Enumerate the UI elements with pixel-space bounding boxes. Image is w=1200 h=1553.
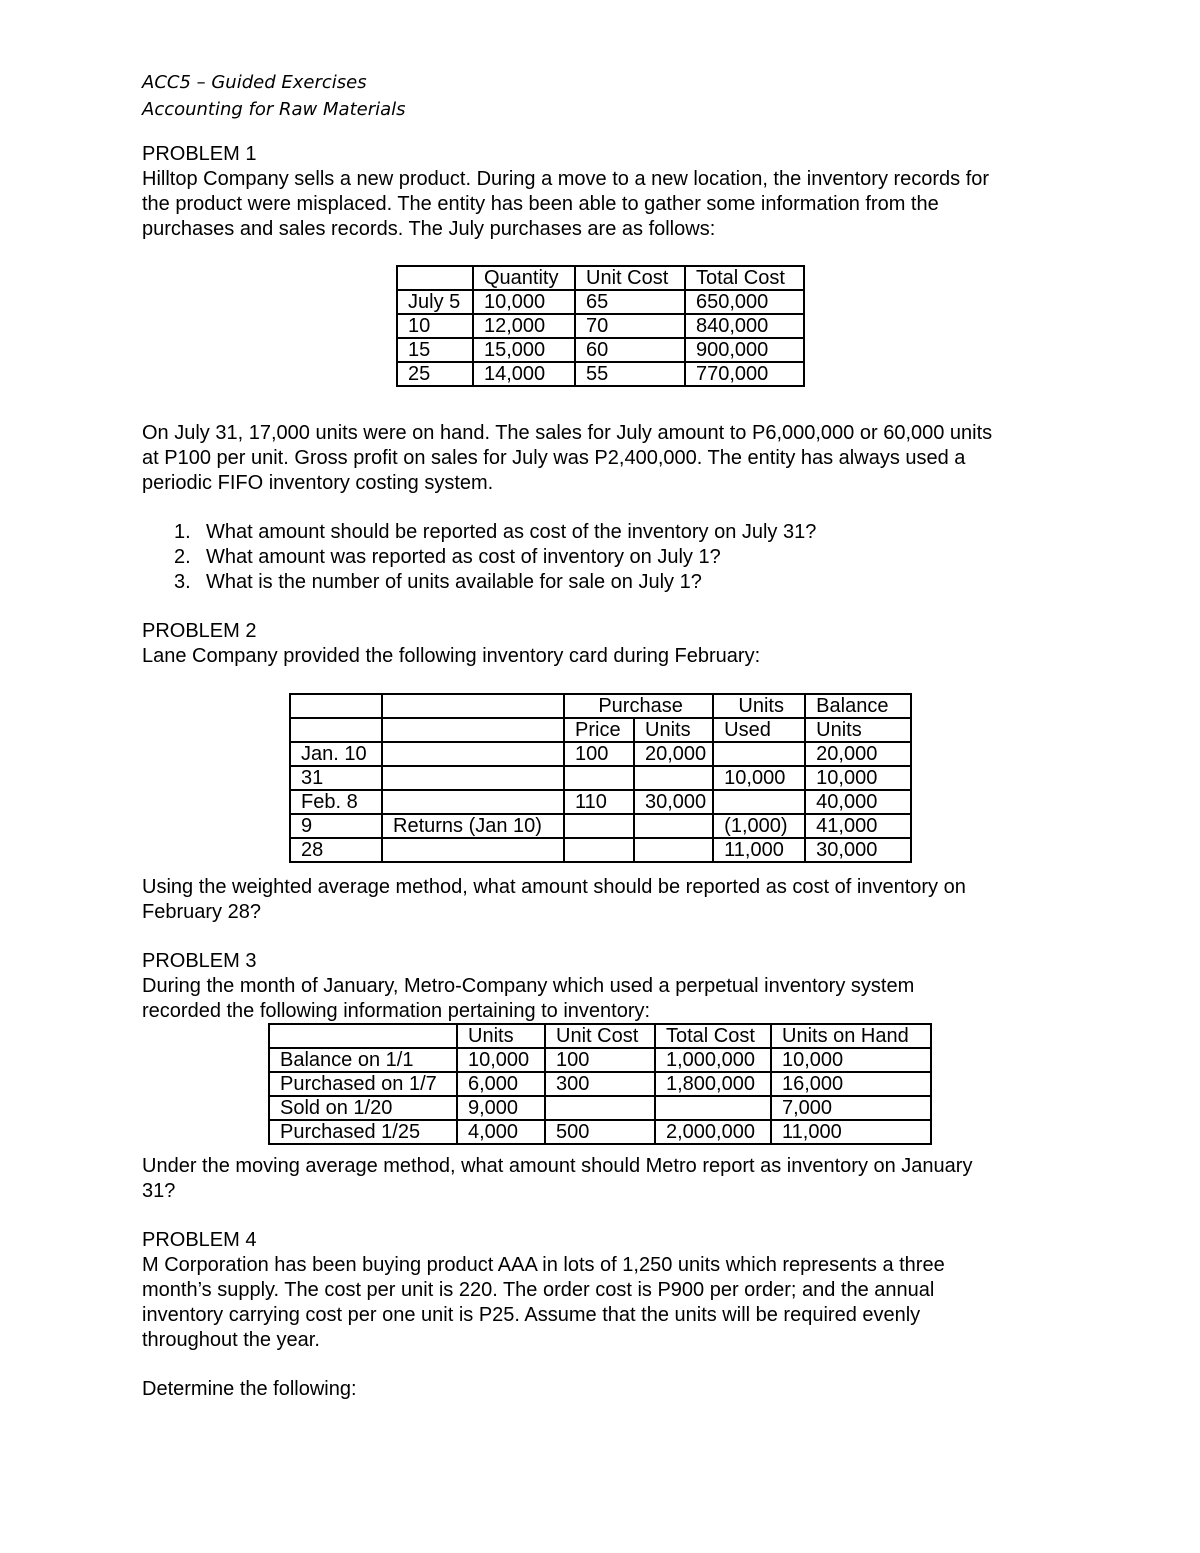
list-number: 2. <box>174 546 191 568</box>
table-cell <box>382 742 564 766</box>
table-row <box>290 838 911 862</box>
table-row <box>269 1120 931 1144</box>
table-cell: 7,000 <box>771 1096 931 1120</box>
table-cell: 41,000 <box>805 814 911 838</box>
table-row <box>290 742 911 766</box>
table-cell <box>655 1096 771 1120</box>
problem1-questions <box>142 520 816 595</box>
problem2-question-line: February 28? <box>142 901 261 923</box>
table-header-cell: Total Cost <box>685 266 804 290</box>
table-cell: July 5 <box>397 290 473 314</box>
list-text: What amount was reported as cost of inventory on July 1? <box>206 546 721 568</box>
table-cell: 100 <box>564 742 634 766</box>
problem2-heading: PROBLEM 2 <box>142 620 257 642</box>
list-item <box>142 570 816 595</box>
table-cell: 14,000 <box>473 362 575 386</box>
table-cell: 25 <box>397 362 473 386</box>
table-header-cell <box>382 718 564 742</box>
problem4-intro-line: throughout the year. <box>142 1329 320 1351</box>
table-cell: 15 <box>397 338 473 362</box>
table-cell: 300 <box>545 1072 655 1096</box>
problem1-intro <box>142 167 1072 242</box>
table-row <box>397 338 804 362</box>
table-cell: 20,000 <box>805 742 911 766</box>
table-row <box>397 314 804 338</box>
table-header-row <box>269 1024 931 1048</box>
table-cell: 10,000 <box>713 766 805 790</box>
table-header-cell: Unit Cost <box>545 1024 655 1048</box>
problem2-question-line: Using the weighted average method, what amount should be reported as cost of inventory on <box>142 876 966 898</box>
problem1-heading: PROBLEM 1 <box>142 143 257 165</box>
table-cell <box>713 742 805 766</box>
table-cell: 65 <box>575 290 685 314</box>
table-row <box>290 766 911 790</box>
table-cell: 500 <box>545 1120 655 1144</box>
list-item <box>142 520 816 545</box>
table-header-cell: Units <box>457 1024 545 1048</box>
table-header-cell: Balance <box>805 694 911 718</box>
table-cell: 10,000 <box>457 1048 545 1072</box>
table-cell: 11,000 <box>713 838 805 862</box>
table-cell: 10,000 <box>805 766 911 790</box>
problem4-determine: Determine the following: <box>142 1378 357 1400</box>
table-header-cell: Used <box>713 718 805 742</box>
table-cell: 4,000 <box>457 1120 545 1144</box>
problem2-intro: Lane Company provided the following inventory card during February: <box>142 645 761 667</box>
table-row <box>269 1072 931 1096</box>
table-row <box>397 290 804 314</box>
problem3-intro-line: During the month of January, Metro-Company which used a perpetual inventory system <box>142 975 915 997</box>
table-cell <box>564 838 634 862</box>
table-row <box>290 790 911 814</box>
table-header-row <box>397 266 804 290</box>
table-header-cell: Quantity <box>473 266 575 290</box>
table-cell: 100 <box>545 1048 655 1072</box>
list-text: What is the number of units available for sale on July 1? <box>206 571 702 593</box>
problem4-heading: PROBLEM 4 <box>142 1229 257 1251</box>
problem3-question-line: Under the moving average method, what amount should Metro report as inventory on January <box>142 1155 973 1177</box>
table-cell <box>634 814 713 838</box>
table-header-cell: Units <box>634 718 713 742</box>
table-header-cell: Purchase <box>564 694 713 718</box>
table-cell: 30,000 <box>805 838 911 862</box>
table-header-cell: Total Cost <box>655 1024 771 1048</box>
table-cell <box>382 790 564 814</box>
table-cell: 60 <box>575 338 685 362</box>
table-cell: 10,000 <box>473 290 575 314</box>
table-cell: 110 <box>564 790 634 814</box>
problem3-intro <box>142 974 1072 1024</box>
table-cell <box>564 814 634 838</box>
table-cell: (1,000) <box>713 814 805 838</box>
table-cell: 9 <box>290 814 382 838</box>
table-cell: Jan. 10 <box>290 742 382 766</box>
table-cell: 30,000 <box>634 790 713 814</box>
table-header-row <box>290 694 911 718</box>
table-header-cell: Price <box>564 718 634 742</box>
table-header-cell <box>290 718 382 742</box>
table-cell: 1,800,000 <box>655 1072 771 1096</box>
table-cell: 55 <box>575 362 685 386</box>
table-cell: 11,000 <box>771 1120 931 1144</box>
problem3-heading: PROBLEM 3 <box>142 950 257 972</box>
table-cell <box>634 838 713 862</box>
table-cell <box>382 838 564 862</box>
table-row <box>269 1048 931 1072</box>
table-cell: 28 <box>290 838 382 862</box>
table-header-row <box>290 718 911 742</box>
problem1-intro-line: Hilltop Company sells a new product. During a move to a new location, the inventory records for <box>142 168 990 190</box>
table-header-cell <box>382 694 564 718</box>
course-title: ACC5 – Guided Exercises <box>142 72 367 93</box>
problem4-intro-line: M Corporation has been buying product AAA in lots of 1,250 units which represents a three <box>142 1254 945 1276</box>
table-cell: 40,000 <box>805 790 911 814</box>
problem1-details-line: periodic FIFO inventory costing system. <box>142 472 494 494</box>
table-cell: 12,000 <box>473 314 575 338</box>
table-header-cell <box>269 1024 457 1048</box>
table-cell <box>564 766 634 790</box>
problem4-intro-line: inventory carrying cost per one unit is P25. Assume that the units will be required evenly <box>142 1304 921 1326</box>
table-cell: 15,000 <box>473 338 575 362</box>
problem3-question <box>142 1154 1072 1204</box>
problem1-intro-line: the product were misplaced. The entity has been able to gather some information from the <box>142 193 939 215</box>
list-text: What amount should be reported as cost of the inventory on July 31? <box>206 521 817 543</box>
problem3-inventory-table <box>268 1023 932 1145</box>
problem1-intro-line: purchases and sales records. The July purchases are as follows: <box>142 218 716 240</box>
table-cell: 770,000 <box>685 362 804 386</box>
table-row <box>290 814 911 838</box>
table-cell: 2,000,000 <box>655 1120 771 1144</box>
list-item <box>142 545 816 570</box>
table-row <box>397 362 804 386</box>
table-cell: 10,000 <box>771 1048 931 1072</box>
table-cell: 6,000 <box>457 1072 545 1096</box>
problem4-intro <box>142 1253 1072 1353</box>
table-cell: 10 <box>397 314 473 338</box>
table-header-cell <box>397 266 473 290</box>
table-cell: 650,000 <box>685 290 804 314</box>
problem1-details-line: at P100 per unit. Gross profit on sales for July was P2,400,000. The entity has always used a <box>142 447 966 469</box>
problem3-question-line: 31? <box>142 1180 176 1202</box>
table-cell <box>713 790 805 814</box>
list-number: 3. <box>174 571 191 593</box>
table-header-cell: Unit Cost <box>575 266 685 290</box>
table-cell <box>545 1096 655 1120</box>
problem1-details <box>142 421 1072 496</box>
problem1-details-line: On July 31, 17,000 units were on hand. The sales for July amount to P6,000,000 or 60,000 units <box>142 422 993 444</box>
table-cell: Returns (Jan 10) <box>382 814 564 838</box>
table-cell: 9,000 <box>457 1096 545 1120</box>
table-cell <box>634 766 713 790</box>
problem2-question <box>142 875 1072 925</box>
problem1-purchases-table <box>396 265 805 387</box>
table-cell: 20,000 <box>634 742 713 766</box>
table-cell: Sold on 1/20 <box>269 1096 457 1120</box>
table-header-cell <box>290 694 382 718</box>
table-cell: 840,000 <box>685 314 804 338</box>
list-number: 1. <box>174 521 191 543</box>
table-cell: 900,000 <box>685 338 804 362</box>
table-cell: Feb. 8 <box>290 790 382 814</box>
table-cell: Purchased 1/25 <box>269 1120 457 1144</box>
table-header-cell: Units <box>713 694 805 718</box>
table-header-cell: Units <box>805 718 911 742</box>
table-row <box>269 1096 931 1120</box>
table-cell: Balance on 1/1 <box>269 1048 457 1072</box>
problem3-intro-line: recorded the following information pertaining to inventory: <box>142 1000 651 1022</box>
table-cell: Purchased on 1/7 <box>269 1072 457 1096</box>
problem4-intro-line: month’s supply. The cost per unit is 220. The order cost is P900 per order; and the annual <box>142 1279 935 1301</box>
table-cell: 1,000,000 <box>655 1048 771 1072</box>
topic-title: Accounting for Raw Materials <box>142 99 406 120</box>
table-cell <box>382 766 564 790</box>
table-cell: 16,000 <box>771 1072 931 1096</box>
table-cell: 70 <box>575 314 685 338</box>
problem2-inventory-card <box>289 693 912 863</box>
table-header-cell: Units on Hand <box>771 1024 931 1048</box>
table-cell: 31 <box>290 766 382 790</box>
